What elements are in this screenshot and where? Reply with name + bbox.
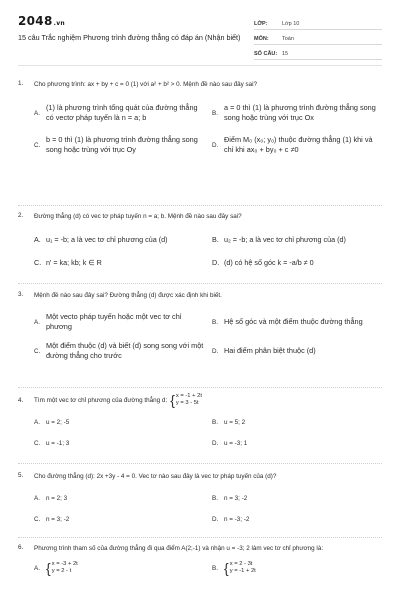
option-letter: C. xyxy=(34,516,41,523)
question-4 xyxy=(18,393,382,447)
option-letter: D. xyxy=(212,440,219,447)
question-text: Mệnh đề nào sau đây sai? Đường thẳng (d) được xác định khi biết. xyxy=(34,292,222,299)
option-letter: D. xyxy=(212,347,219,355)
option-text: n = 3; -2 xyxy=(46,516,70,523)
option-c[interactable] xyxy=(34,440,204,447)
question-1 xyxy=(18,80,382,155)
option-b[interactable] xyxy=(212,235,382,244)
question-2 xyxy=(18,212,382,267)
question-header xyxy=(18,291,382,300)
question-divider xyxy=(18,283,382,284)
question-header xyxy=(18,212,382,221)
option-a[interactable] xyxy=(34,235,204,244)
meta-row-class xyxy=(254,15,382,30)
option-b[interactable] xyxy=(212,312,382,332)
document-title: 15 câu Trắc nghiệm Phương trình đường thẳng có đáp án (Nhận biết) xyxy=(18,33,241,42)
option-letter: D. xyxy=(212,258,220,267)
options-grid xyxy=(34,312,382,361)
question-text: Phương trình tham số của đường thẳng đi qua điểm A(2;-1) và nhận u = -3; 2 làm vec tơ chỉ phương là: xyxy=(34,545,324,552)
option-letter: A. xyxy=(34,495,40,502)
option-text: (1) là phương trình tổng quát của đường thẳng có vectơ pháp tuyến là n = a; b xyxy=(46,103,198,122)
system-line: y = 3 - 5t xyxy=(175,400,199,406)
question-text: Đường thẳng (d) có vec tơ pháp tuyến n = a; b. Mệnh đề nào sau đây sai? xyxy=(34,213,242,220)
meta-value: Toán xyxy=(282,36,294,42)
parametric-system xyxy=(46,561,78,575)
option-letter: A. xyxy=(34,564,40,572)
question-divider xyxy=(18,387,382,388)
question-header xyxy=(18,544,382,553)
option-b[interactable] xyxy=(212,419,382,426)
question-number: 5. xyxy=(18,472,24,479)
option-b[interactable] xyxy=(212,103,382,123)
option-text: Hai điểm phân biệt thuộc (d) xyxy=(224,346,316,355)
option-a[interactable] xyxy=(34,419,204,426)
question-3 xyxy=(18,291,382,361)
option-letter: C. xyxy=(34,440,41,447)
question-header xyxy=(18,393,382,407)
parametric-system xyxy=(170,393,202,407)
question-number: 2. xyxy=(18,212,24,219)
option-letter: A. xyxy=(34,235,41,244)
system-lines xyxy=(176,393,202,407)
option-text: u = 2; -5 xyxy=(46,419,70,426)
option-d[interactable] xyxy=(212,440,382,447)
option-letter: B. xyxy=(212,419,218,426)
option-a[interactable] xyxy=(34,561,204,575)
brace-icon: { xyxy=(46,560,51,576)
option-text: u = -1; 3 xyxy=(46,440,70,447)
option-text: u₂ = -b; a là vec tơ chỉ phương của (d) xyxy=(224,235,346,244)
option-d[interactable] xyxy=(212,258,382,267)
option-c[interactable] xyxy=(34,258,204,267)
header-divider xyxy=(18,65,382,66)
option-letter: B. xyxy=(212,495,218,502)
option-letter: C. xyxy=(34,141,41,149)
option-c[interactable] xyxy=(34,341,204,361)
option-letter: B. xyxy=(212,235,219,244)
system-line: x = 2 - 3t xyxy=(229,561,253,567)
option-c[interactable] xyxy=(34,516,204,523)
option-letter: B. xyxy=(212,318,218,326)
question-header xyxy=(18,472,382,481)
option-d[interactable] xyxy=(212,135,382,155)
question-text: Cho đường thẳng (d): 2x +3y - 4 = 0. Vec tơ nào sau đây là vec tơ pháp tuyến của (d)? xyxy=(34,473,277,480)
meta-row-count xyxy=(254,45,382,60)
option-text: Hệ số góc và một điểm thuộc đường thẳng xyxy=(224,317,363,326)
question-divider xyxy=(18,205,382,206)
options-grid xyxy=(34,495,382,523)
option-letter: D. xyxy=(212,516,219,523)
site-logo[interactable] xyxy=(18,14,65,28)
brace-icon: { xyxy=(170,392,175,408)
system-lines xyxy=(230,561,256,575)
question-number: 3. xyxy=(18,291,24,298)
option-text: Một vecto pháp tuyến hoặc một vec tơ chỉ phương xyxy=(46,312,182,331)
option-a[interactable] xyxy=(34,495,204,502)
system-lines xyxy=(52,561,78,575)
option-letter: A. xyxy=(34,419,40,426)
meta-row-subject xyxy=(254,30,382,45)
logo-main: 2048 xyxy=(18,14,53,28)
options-grid xyxy=(34,561,382,575)
option-c[interactable] xyxy=(34,135,204,155)
option-letter: D. xyxy=(212,141,219,149)
option-letter: A. xyxy=(34,109,40,117)
option-d[interactable] xyxy=(212,516,382,523)
meta-key: MÔN: xyxy=(254,36,269,42)
system-line: x = -1 + 2t xyxy=(175,393,202,399)
option-text: Điểm M₀ (x₀; y₀) thuộc đường thẳng (1) khi và chỉ khi ax₀ + by₀ + c ≠0 xyxy=(224,135,373,154)
question-number: 4. xyxy=(18,396,24,404)
option-text: Một điểm thuộc (d) và biết (d) song song với một đường thẳng cho trước xyxy=(46,341,204,360)
question-divider xyxy=(18,537,382,538)
option-text: n = -3; -2 xyxy=(224,516,250,523)
option-letter: A. xyxy=(34,318,40,326)
option-letter: C. xyxy=(34,258,42,267)
system-line: y = -1 + 2t xyxy=(229,568,256,574)
option-text: n' = ka; kb; k ∈ R xyxy=(46,258,102,267)
option-text: n = 2; 3 xyxy=(46,495,68,502)
option-d[interactable] xyxy=(212,341,382,361)
option-text: u = 5; 2 xyxy=(224,419,246,426)
option-text: n = 3; -2 xyxy=(224,495,248,502)
parametric-system xyxy=(224,561,256,575)
option-text: a = 0 thì (1) là phương trình đường thẳng song song hoặc trùng với trục Ox xyxy=(224,103,376,122)
options-grid xyxy=(34,419,382,447)
option-letter: B. xyxy=(212,564,218,572)
meta-table xyxy=(254,15,382,60)
option-text: (d) có hệ số góc k = -a/b ≠ 0 xyxy=(224,258,314,267)
option-text: b = 0 thì (1) là phương trình đường thẳng song song hoặc trùng với trục Oy xyxy=(46,135,198,154)
option-text: u₁ = -b; a là vec tơ chỉ phương của (d) xyxy=(46,235,168,244)
question-number: 6. xyxy=(18,544,24,551)
option-b[interactable] xyxy=(212,561,382,575)
system-line: y = 2 - t xyxy=(51,568,72,574)
question-header xyxy=(18,80,382,89)
option-a[interactable] xyxy=(34,103,204,123)
meta-key: SỐ CÂU: xyxy=(254,51,278,57)
option-a[interactable] xyxy=(34,312,204,332)
meta-value: Lớp 10 xyxy=(282,21,300,27)
meta-key: LỚP: xyxy=(254,21,268,27)
system-line: x = -3 + 2t xyxy=(51,561,78,567)
option-letter: C. xyxy=(34,347,41,355)
question-divider xyxy=(18,463,382,464)
meta-value: 15 xyxy=(282,51,289,57)
option-text: u = -3; 1 xyxy=(224,440,248,447)
question-5 xyxy=(18,472,382,523)
option-b[interactable] xyxy=(212,495,382,502)
options-grid xyxy=(34,235,382,267)
question-number: 1. xyxy=(18,80,24,87)
question-text: Tìm một vec tơ chỉ phương của đường thẳng d: xyxy=(34,396,168,404)
options-grid xyxy=(34,103,382,155)
question-text: Cho phương trình: ax + by + c = 0 (1) với a² + b² > 0. Mệnh đề nào sau đây sai? xyxy=(34,81,258,88)
option-letter: B. xyxy=(212,109,218,117)
logo-suffix: .vn xyxy=(53,20,65,27)
brace-icon: { xyxy=(224,560,229,576)
question-6 xyxy=(18,544,382,575)
